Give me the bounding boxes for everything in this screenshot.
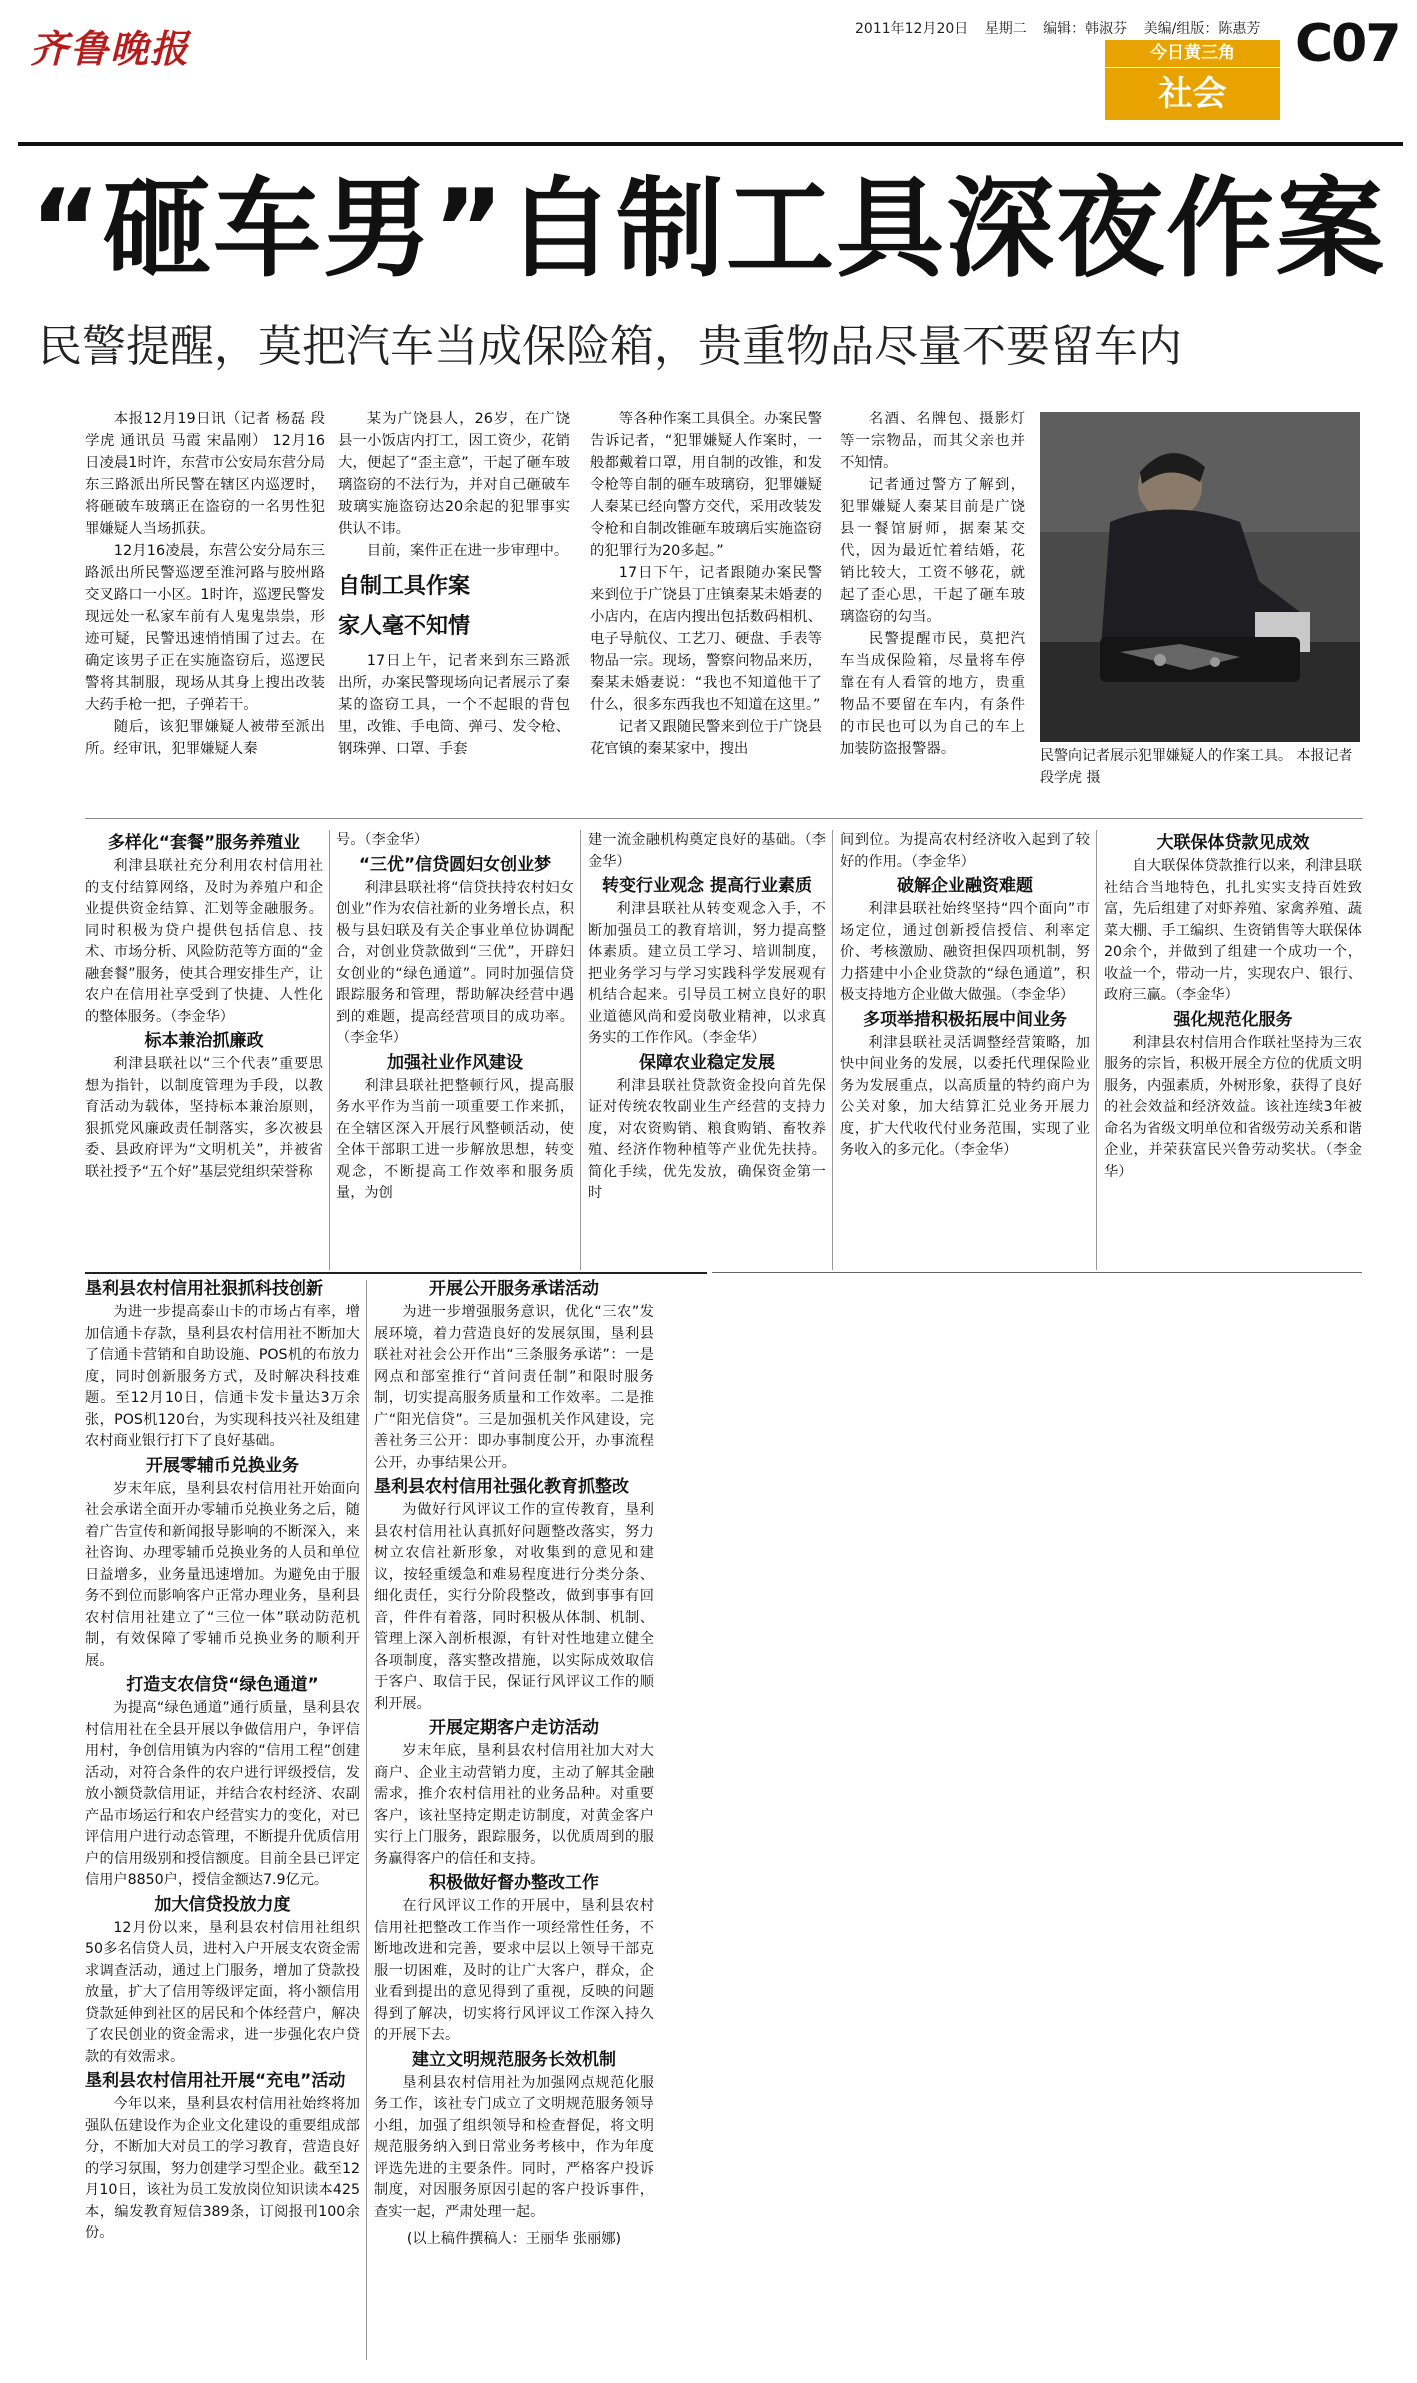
- block-paragraph: 为进一步提高泰山卡的市场占有率，增加信通卡存款，垦利县农村信用社不断加大了信通卡营销和自助设施、POS机的布放力度，同时创新服务方式，及时解决科技难题。至12月10日，信通卡发卡量达3万余张，POS机120台，为实现科技兴社及组建农村商业银行打下了良好基础。: [85, 1304, 360, 1449]
- block-paragraph: 利津县农村信用合作联社坚持为三农服务的宗旨，积极开展全方位的优质文明服务，内强素质，外树形象，获得了良好的社会效益和经济效益。该社连续3年被命名为省级文明单位和省级劳动关系和谐企业，并荣获富民兴鲁劳动奖状。（李金华）: [1104, 1034, 1362, 1180]
- section-label: 社会: [1105, 68, 1280, 120]
- article-col-2: [338, 408, 570, 793]
- section-divider: [85, 818, 1363, 819]
- article-col-1: [85, 408, 325, 793]
- block-paragraph: 为提高“绿色通道”通行质量，垦利县农村信用社在全县开展以争做信用户，争评信用村，争创信用镇为内容的“信用工程”创建活动，对符合条件的农户进行评级授信，发放小额贷款信用证，并结合农村经济、农副产品市场运行和农户经营实力的变化，对已评信用户进行动态管理，不断提升优质信用户的信用级别和授信额度。目前全县已评定信用户8850户，授信金额达7.9亿元。: [85, 1700, 360, 1888]
- mid-col-1: [85, 830, 323, 1270]
- header-rule: [18, 142, 1403, 146]
- article-paragraph: 17日上午，记者来到东三路派出所，办案民警现场向记者展示了秦某的盗窃工具，一个不起眼的背包里，改锥、手电筒、弹弓、发令枪、钢珠弹、口罩、手套: [338, 653, 570, 757]
- block-paragraph: 为做好行风评议工作的宣传教育，垦利县农村信用社认真抓好问题整改落实，努力树立农信社新形象，对收集到的意见和建议，按轻重缓急和难易程度进行分类分条、细化责任，实行分阶段整改，做到事事有回音，件件有着落，同时积极从体制、机制、管理上深入剖析根源，有针对性地建立健全各项制度，落实整改措施，以实际成效取信于客户、取信于民，保证行风评议工作的顺利开展。: [374, 1502, 654, 1712]
- block-title: 标本兼治抓廉政: [144, 1031, 264, 1051]
- subhead: 民警提醒，莫把汽车当成保险箱，贵重物品尽量不要留车内: [38, 321, 1182, 372]
- block-title: 开展定期客户走访活动: [429, 1718, 599, 1738]
- block-title: 打造支农信贷“绿色通道”: [126, 1675, 319, 1695]
- mid-col-4: [840, 830, 1090, 1270]
- column-rule: [366, 1280, 367, 2360]
- column-rule: [832, 830, 833, 1270]
- block-paragraph: 为进一步增强服务意识，优化“三农”发展环境，着力营造良好的发展氛围，垦利县联社对社会公开作出“三条服务承诺”：一是网点和部室推行“首问责任制”和限时服务制，切实提高服务质量和工作效率。二是推广“阳光信贷”。三是加强机关作风建设，完善社务三公开：即办事制度公开，办事流程公开，办事结果公开。: [374, 1304, 654, 1471]
- column-rule: [329, 830, 330, 1270]
- block-paragraph: 自大联保体贷款推行以来，利津县联社结合当地特色，扎扎实实支持百姓致富，先后组建了对虾养殖、家禽养殖、蔬菜大棚、手工编织、生资销售等大联保体20余个，并做到了组建一个成功一个，收益一个，带动一片，实现农户、银行、政府三赢。（李金华）: [1104, 858, 1362, 1003]
- block-title: 开展公开服务承诺活动: [429, 1279, 599, 1299]
- section-divider: [85, 1272, 707, 1274]
- article-paragraph: 17日下午，记者跟随办案民警来到位于广饶县丁庄镇秦某未婚妻的小店内，在店内搜出包括数码相机、电子导航仪、工艺刀、硬盘、手表等物品一宗。现场，警察问物品来历，秦某未婚妻说：“我也不知道他干了什么，很多东西我也不知道在这里。”: [590, 565, 822, 713]
- issue-info: [855, 18, 1272, 38]
- issue-date: 2011年12月20日: [855, 21, 969, 37]
- block-title: 建立文明规范服务长效机制: [412, 2049, 616, 2070]
- article-paragraph: 记者又跟随民警来到位于广饶县花官镇的秦某家中，搜出: [590, 719, 822, 757]
- block-title: 多样化“套餐”服务养殖业: [107, 833, 301, 853]
- bottom-col-1: [85, 1276, 360, 2366]
- block-title: 破解企业融资难题: [897, 876, 1033, 896]
- article-paragraph: 名酒、名牌包、摄影灯等一宗物品，而其父亲也并不知情。: [840, 411, 1025, 471]
- photo-caption: 民警向记者展示犯罪嫌疑人的作案工具。 本报记者 段学虎 摄: [1040, 748, 1353, 786]
- block-title: 加大信贷投放力度: [154, 1894, 291, 1915]
- block-paragraph: 岁末年底，垦利县农村信用社开始面向社会承诺全面开办零辅币兑换业务之后，随着广告宣传和新闻报导影响的不断深入，来社咨询、办理零辅币兑换业务的人员和单位日益增多，业务量迅速增加。为避免由于服务不到位而影响客户正常办理业务，垦利县农村信用社建立了“三位一体”联动防范机制，有效保障了零辅币兑换业务的顺利开展。: [85, 1480, 360, 1669]
- headline: “砸车男”自制工具深夜作案: [30, 167, 1386, 292]
- block-paragraph: 利津县联社灵活调整经营策略，加快中间业务的发展，以委托代理保险业务为发展重点，以高质量的特约商户为公关对象，加大结算汇兑业务开展力度，扩大代收代付业务范围，实现了业务收入的多元化。（李金华）: [840, 1034, 1090, 1158]
- issue-weekday: 星期二: [984, 21, 1027, 37]
- block-paragraph: 利津县联社从转变观念入手，不断加强员工的教育培训，努力提高整体素质。建立员工学习、培训制度，把业务学习与学习实践科学发展观有机结合起来。引导员工树立良好的职业道德风尚和爱岗敬业精神，以求真务实的工作作风。（李金华）: [588, 901, 826, 1046]
- article-paragraph: 某为广饶县人，26岁，在广饶县一小饭店内打工，因工资少，花销大，便起了“歪主意”，干起了砸车玻璃盗窃的不法行为，并对自己砸破车玻璃实施盗窃达20余起的犯罪事实供认不讳。: [338, 411, 570, 537]
- block-paragraph: 间到位。为提高农村经济收入起到了较好的作用。（李金华）: [840, 832, 1090, 870]
- article-subheading: 家人毫不知情: [338, 614, 471, 639]
- block-title: 垦利县农村信用社强化教育抓整改: [374, 1477, 629, 1497]
- block-paragraph: 利津县联社贷款资金投向首先保证对传统农牧副业生产经营的支持力度，对农资购销、粮食购销、畜牧养殖、经济作物种植等产业优先扶持。简化手续，优先发放，确保资金第一时: [588, 1077, 826, 1201]
- regional-band: 今日黄三角: [1105, 40, 1280, 67]
- bottom-col-2: [374, 1276, 654, 2366]
- block-paragraph: 垦利县农村信用社为加强网点规范化服务工作，该社专门成立了文明规范服务领导小组，加强了组织领导和检查督促，将文明规范服务纳入到日常业务考核中，作为年度评选先进的主要条件。同时，严格客户投诉制度，对因服务原因引起的客户投诉事件，查实一起，严肃处理一起。: [374, 2074, 654, 2220]
- editor-credit: 编辑：韩淑芬: [1043, 21, 1128, 37]
- block-title: 加强社业作风建设: [387, 1052, 523, 1073]
- block-paragraph: 利津县联社充分利用农村信用社的支付结算网络，及时为养殖户和企业提供资金结算、汇划等金融服务。同时积极为贷户提供包括信息、技术、市场分析、风险防范等方面的“金融套餐”服务，使其合理安排生产，让农户在信用社享受到了快捷、人性化的整体服务。（李金华）: [85, 858, 323, 1025]
- article-subheading: 自制工具作案: [338, 574, 471, 599]
- mid-col-2: [336, 830, 574, 1270]
- column-rule: [1096, 830, 1097, 1270]
- article-col-3: [590, 408, 822, 793]
- block-paragraph: 岁末年底，垦利县农村信用社加大对大商户、企业主动营销力度，主动了解其金融需求，推介农村信用社的业务品种。对重要客户，该社坚持定期走访制度，对黄金客户实行上门服务，跟踪服务，以优质周到的服务赢得客户的信任和支持。: [374, 1743, 654, 1867]
- article-paragraph: 民警提醒市民，莫把汽车当成保险箱，尽量将车停靠在有人看管的地方，贵重物品不要留在车内，有条件的市民也可以为自己的车上加装防盗报警器。: [840, 631, 1025, 757]
- block-paragraph: 12月份以来，垦利县农村信用社组织50多名信贷人员，进村入户开展支农资金需求调查活动，通过上门服务，增加了贷款投放量，扩大了信用等级评定面，将小额信用贷款延伸到社区的居民和个体经营户，解决了农民创业的资金需求，进一步强化农户贷款的有效需求。: [85, 1919, 360, 2065]
- article-paragraph: 12月16凌晨，东营公安分局东三路派出所民警巡逻至淮河路与胶州路交叉路口一小区。1时许，巡逻民警发现远处一私家车前有人鬼鬼祟祟，形迹可疑，民警迅速悄悄围了过去。在确定该男子正在实施盗窃后，巡逻民警将其制服，现场从其身上搜出改装大药手枪一把，子弹若干。: [85, 543, 325, 713]
- mid-col-3: [588, 830, 826, 1270]
- block-title: 大联保体贷款见成效: [1156, 833, 1310, 853]
- article-paragraph: 记者通过警方了解到，犯罪嫌疑人秦某目前是广饶县一餐馆厨师，据秦某交代，因为最近忙着结婚，花销比较大，工资不够花，就起了歪心思，干起了砸车玻璃盗窃的勾当。: [840, 477, 1025, 625]
- page-number: C07: [1295, 14, 1400, 74]
- block-title: 积极做好督办整改工作: [429, 1873, 599, 1893]
- article-col-4: [840, 408, 1025, 793]
- designer-credit: 美编/组版：陈惠芳: [1143, 21, 1261, 37]
- article-paragraph: 随后，该犯罪嫌疑人被带至派出所。经审讯，犯罪嫌疑人秦: [85, 719, 325, 757]
- block-title: 保障农业稳定发展: [639, 1052, 775, 1073]
- masthead: 齐鲁晚报: [30, 26, 191, 71]
- block-paragraph: 利津县联社将“信贷扶持农村妇女创业”作为农信社新的业务增长点，积极与县妇联及有关企事业单位协调配合，对创业贷款做到“三优”，开辟妇女创业的“绿色通道”。同时加强信贷跟踪服务和管理，帮助解决经营中遇到的难题，提高经营项目的成功率。（李金华）: [336, 879, 574, 1046]
- block-title: 垦利县农村信用社开展“充电”活动: [85, 2071, 346, 2091]
- block-paragraph: 利津县联社以“三个代表”重要思想为指针，以制度管理为手段，以教育活动为载体，坚持标本兼治原则，狠抓党风廉政责任制落实，多次被县委、县政府评为“文明机关”，并被省联社授予“五个好”基层党组织荣誉称: [85, 1056, 323, 1180]
- block-paragraph: 号。（李金华）: [336, 832, 429, 848]
- section-divider: [712, 1272, 1362, 1273]
- block-title: 垦利县农村信用社狠抓科技创新: [85, 1279, 323, 1299]
- byline: (以上稿件撰稿人：王丽华 张丽娜): [406, 2231, 622, 2247]
- block-title: 开展零辅币兑换业务: [146, 1455, 299, 1476]
- block-paragraph: 今年以来，垦利县农村信用社始终将加强队伍建设作为企业文化建设的重要组成部分，不断加大对员工的学习教育，营造良好的学习氛围，努力创建学习型企业。截至12月10日，该社为员工发放岗位知识读本425本，编发教育短信389条，订阅报刊100余份。: [85, 2096, 360, 2241]
- block-paragraph: 利津县联社始终坚持“四个面向”市场定位，通过创新授信授信、利率定价、考核激励、融资担保四项机制，努力搭建中小企业贷款的“绿色通道”，积极支持地方企业做大做强。（李金华）: [840, 901, 1090, 1003]
- block-paragraph: 利津县联社把整顿行风，提高服务水平作为当前一项重要工作来抓，在全辖区深入开展行风整顿活动，使全体干部职工进一步解放思想，转变观念，不断提高工作效率和服务质量，为创: [336, 1077, 574, 1201]
- block-paragraph: 在行风评议工作的开展中，垦利县农村信用社把整改工作当作一项经常性任务，不断地改进和完善，要求中层以上领导干部克服一切困难，及时的让广大客户，群众，企业看到提出的意见得到了重视，反映的问题得到了解决，切实将行风评议工作深入持久的开展下去。: [374, 1898, 654, 2043]
- news-photo: [1040, 412, 1360, 742]
- block-title: 转变行业观念 提高行业素质: [602, 876, 812, 896]
- block-title: “三优”信贷圆妇女创业梦: [358, 854, 552, 875]
- mid-col-5: [1104, 830, 1362, 1270]
- article-paragraph: 本报12月19日讯（记者 杨磊 段学虎 通讯员 马霞 宋晶刚） 12月16日凌晨1时许，东营市公安局东营分局东三路派出所民警在辖区内巡逻时，将砸破车玻璃正在盗窃的一名男性犯罪嫌疑人当场抓获。: [85, 411, 325, 537]
- block-paragraph: 建一流金融机构奠定良好的基础。（李金华）: [588, 832, 826, 870]
- article-paragraph: 等各种作案工具俱全。办案民警告诉记者，“犯罪嫌疑人作案时，一般都戴着口罩，用自制的改锥，和发令枪等自制的砸车玻璃窃，犯罪嫌疑人秦某已经向警方交代，采用改装发令枪和自制改锥砸车玻璃后实施盗窃的犯罪行为20多起。”: [590, 411, 822, 559]
- article-paragraph: 目前，案件正在进一步审理中。: [366, 543, 569, 559]
- column-rule: [580, 830, 581, 1270]
- block-title: 多项举措积极拓展中间业务: [863, 1009, 1067, 1030]
- block-title: 强化规范化服务: [1173, 1009, 1293, 1030]
